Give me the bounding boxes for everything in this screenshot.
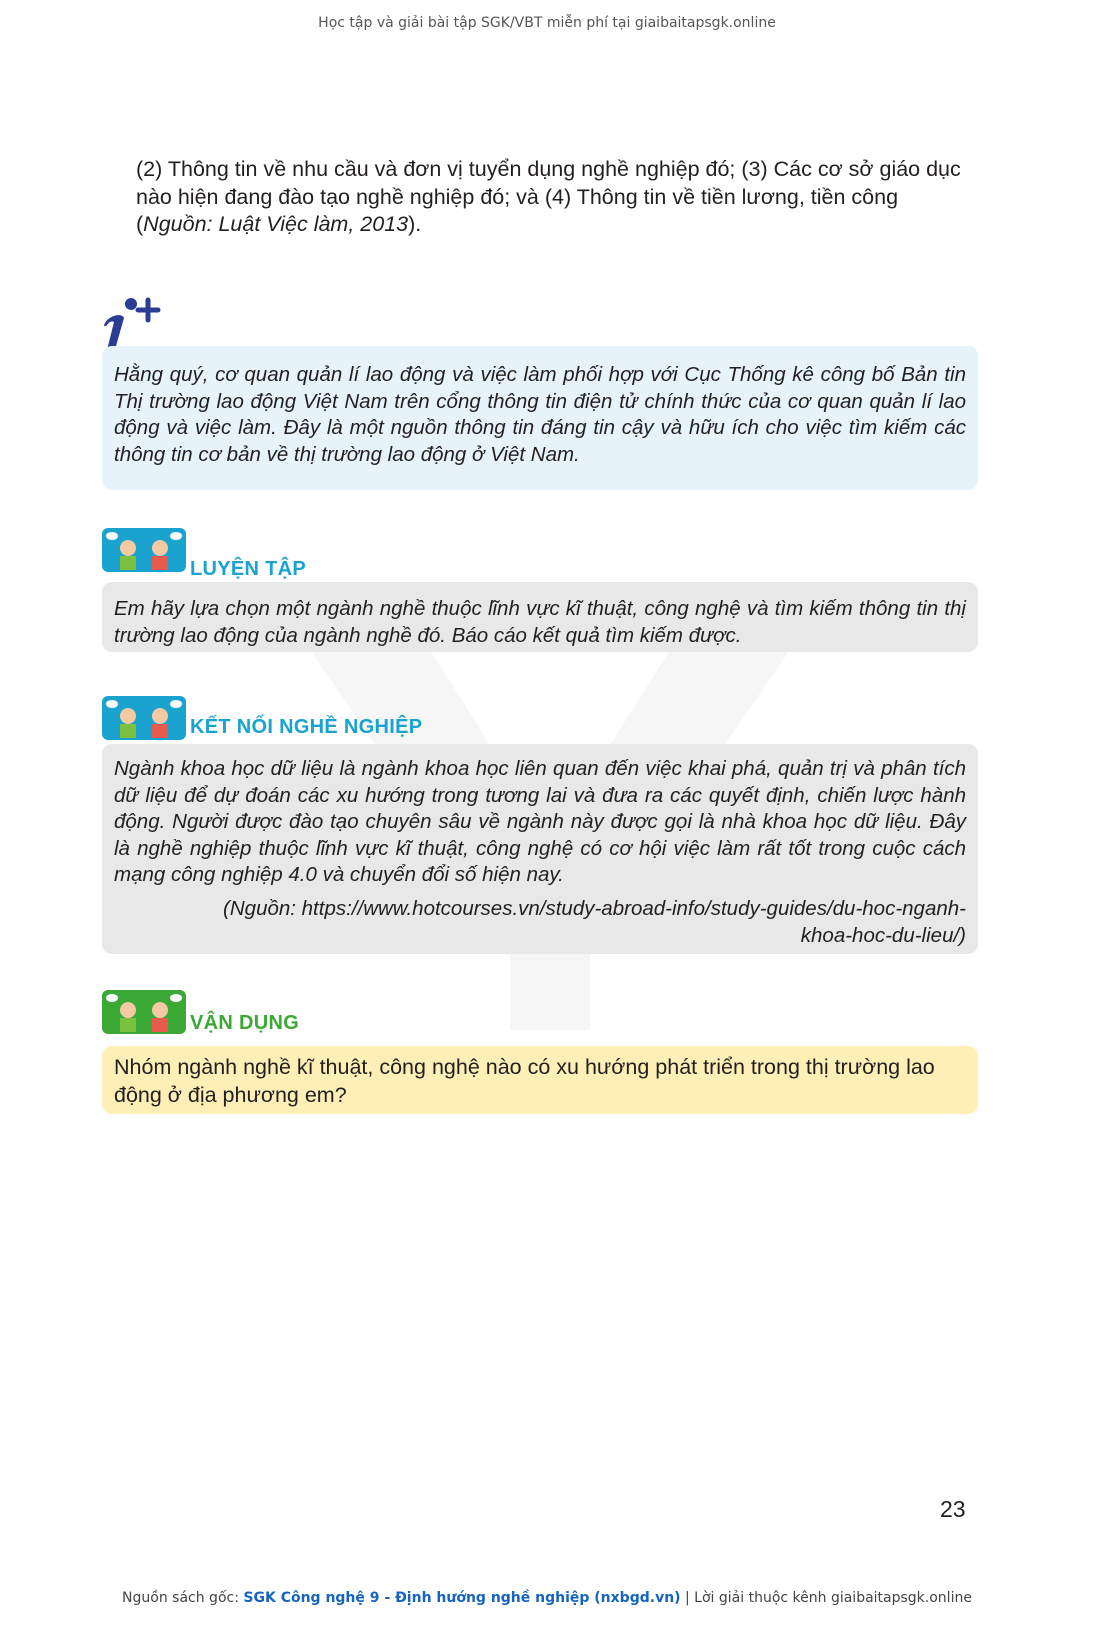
students-icon (102, 528, 186, 572)
career-source-line2: khoa-hoc-du-lieu/) (800, 923, 966, 947)
page-footer (0, 1590, 1094, 1606)
apply-title: VẬN DỤNG (190, 1012, 300, 1034)
career-source-line1: (Nguồn: https://www.hotcourses.vn/study-abroad-info/study-guides/du-hoc-nganh- (223, 897, 966, 920)
students-icon (102, 696, 186, 740)
practice-title: LUYỆN TẬP (190, 558, 307, 580)
intro-source: Nguồn: Luật Việc làm, 2013 (143, 212, 409, 236)
apply-text: Nhóm ngành nghề kĩ thuật, công nghệ nào có xu hướng phát triển trong thị trường lao động ở địa phương em? (114, 1055, 935, 1107)
footer-suffix: | Lời giải thuộc kênh giaibaitapsgk.online (680, 1590, 972, 1606)
info-text: Hằng quý, cơ quan quản lí lao động và việc làm phối hợp với Cục Thống kê công bố Bản tin Thị trường lao động Việt Nam trên cổng thông tin điện tử chính thức của cơ quan quản lí lao động và việc làm. Đây là một nguồn thông tin đáng tin cậy và hữu ích cho việc tìm kiếm các thông tin cơ bản về thị trường lao động ở Việt Nam. (114, 363, 966, 466)
career-text: Ngành khoa học dữ liệu là ngành khoa học liên quan đến việc khai phá, quản trị và phân tích dữ liệu để dự đoán các xu hướng trong tương lai và đưa ra các quyết định, chiến lược hành động. Người được đào tạo chuyên sâu về ngành này được gọi là nhà khoa học dữ liệu. Đây là nghề nghiệp thuộc lĩnh vực kĩ thuật, công nghệ có cơ hội việc làm rất tốt trong cuộc cách mạng công nghiệp 4.0 và chuyển đổi số hiện nay. (114, 757, 966, 886)
info-plus-icon (100, 296, 162, 352)
footer-prefix: Nguồn sách gốc: (122, 1590, 244, 1606)
career-source (114, 896, 966, 949)
intro-text: (2) Thông tin về nhu cầu và đơn vị tuyển dụng nghề nghiệp đó; (3) Các cơ sở giáo dục nào hiện đang đào tạo nghề nghiệp đó; và (4) Thông tin về tiền lương, tiền công ( (136, 157, 961, 236)
page-number: 23 (940, 1496, 966, 1522)
footer-book-link[interactable]: SGK Công nghệ 9 - Định hướng nghề nghiệp (nxbgd.vn) (243, 1590, 681, 1606)
career-title: KẾT NỐI NGHỀ NGHIỆP (190, 716, 423, 738)
page-header: Học tập và giải bài tập SGK/VBT miễn phí tại giaibaitapsgk.online (318, 15, 776, 31)
practice-text: Em hãy lựa chọn một ngành nghề thuộc lĩnh vực kĩ thuật, công nghệ và tìm kiếm thông tin thị trường lao động của ngành nghề đó. Báo cáo kết quả tìm kiếm được. (114, 597, 966, 647)
intro-paragraph (136, 156, 978, 239)
intro-text-end: ). (408, 212, 422, 236)
students-icon (102, 990, 186, 1034)
